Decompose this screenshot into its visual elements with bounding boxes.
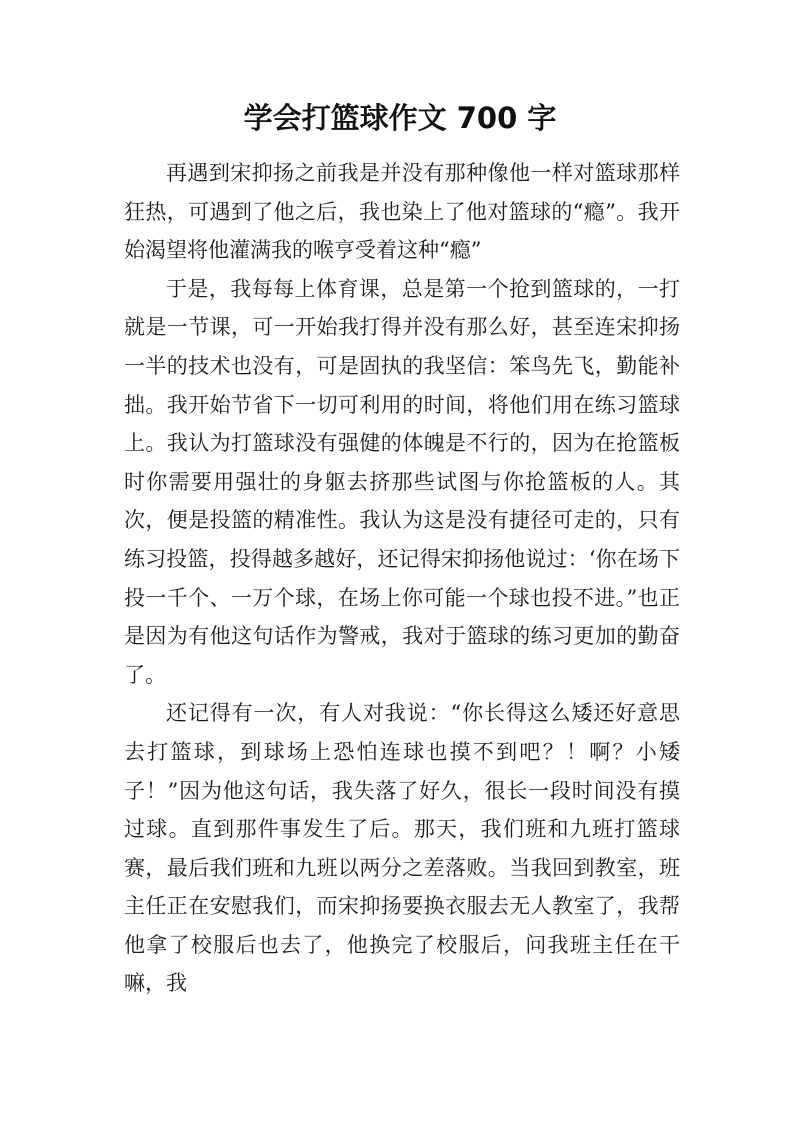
paragraph-2: 于是，我每每上体育课，总是第一个抢到篮球的，一打就是一节课，可一开始我打得并没有那么好，甚至连宋抑扬一半的技术也没有，可是固执的我坚信：笨鸟先飞，勤能补拙。我开始节省下一切可利用的时间，将他们用在练习篮球上。我认为打篮球没有强健的体魄是不行的，因为在抢篮板时你需要用强壮的身躯去挤那些试图与你抢篮板的人。其次，便是投篮的精准性。我认为这是没有捷径可走的，只有练习投篮，投得越多越好，还记得宋抑扬他说过：‘你在场下投一千个、一万个球，在场上你可能一个球也投不进。”也正是因为有他这句话作为警戒，我对于篮球的练习更加的勤奋了。 [124,276,680,687]
document-title: 学会打篮球作文 700 字 [243,101,557,135]
paragraph-3: 还记得有一次，有人对我说：“你长得这么矮还好意思去打篮球，到球场上恐怕连球也摸不到吧？！啊？小矮子！”因为他这句话，我失落了好久，很长一段时间没有摸过球。直到那件事发生了后。那天，我们班和九班打篮球赛，最后我们班和九班以两分之差落败。当我回到教室，班主任正在安慰我们，而宋抑扬要换衣服去无人教室了，我帮他拿了校服后也去了，他换完了校服后，问我班主任在干嘛，我 [124,701,680,996]
document-body [124,154,680,1003]
paragraph-1: 再遇到宋抑扬之前我是并没有那种像他一样对篮球那样狂热，可遇到了他之后，我也染上了他对篮球的“瘾”。我开始渴望将他灌满我的喉亨受着这种“瘾” [124,161,680,263]
